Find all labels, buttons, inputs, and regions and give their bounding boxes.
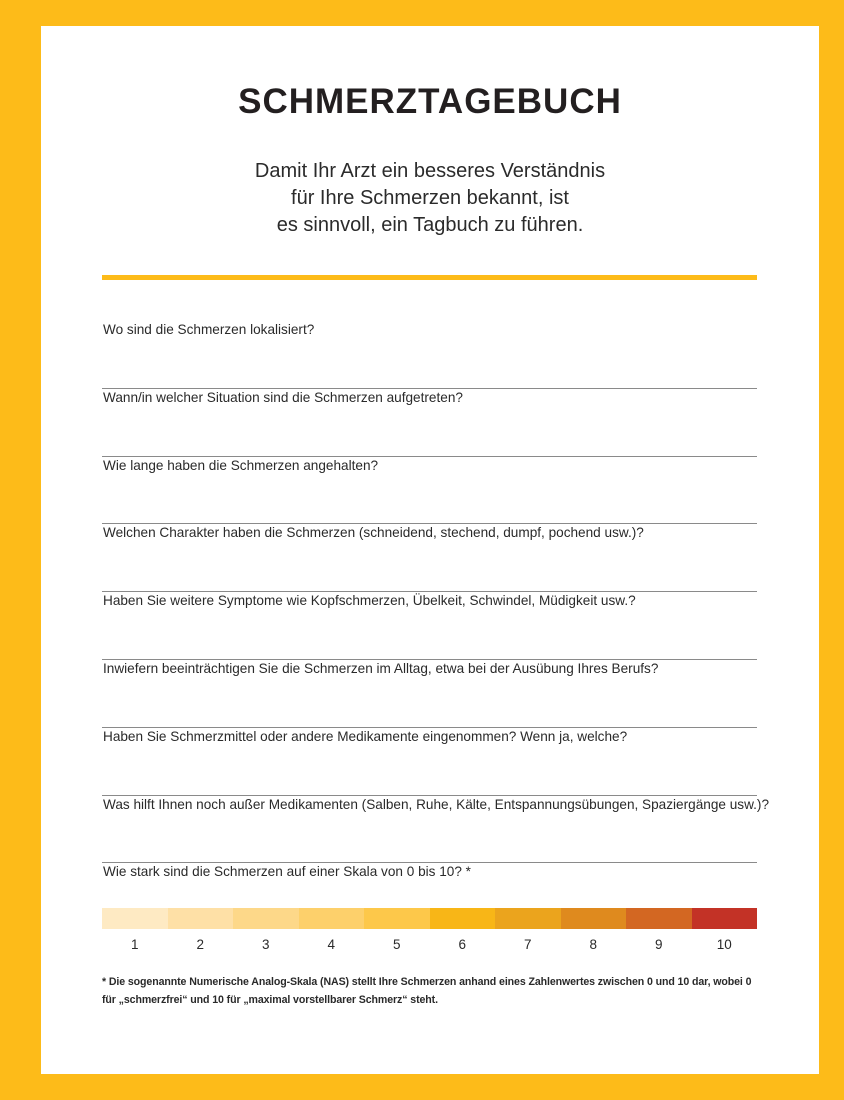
answer-line-situation[interactable]: [102, 389, 757, 457]
page-title: SCHMERZTAGEBUCH: [238, 82, 622, 121]
question-label: Inwiefern beeinträchtigen Sie die Schmerzen im Alltag, etwa bei der Ausübung Ihres Berufs?: [103, 660, 659, 676]
scale-segment-1[interactable]: [102, 908, 168, 929]
answer-line-duration[interactable]: [102, 457, 757, 525]
scale-segment-7[interactable]: [495, 908, 561, 929]
pain-scale-bar: [102, 908, 757, 929]
scale-segment-4[interactable]: [299, 908, 365, 929]
accent-divider: [102, 275, 757, 280]
scale-label: 9: [654, 937, 663, 952]
question-label: Wie lange haben die Schmerzen angehalten?: [103, 457, 379, 473]
question-label: Wie stark sind die Schmerzen auf einer Skala von 0 bis 10? *: [103, 864, 471, 880]
scale-segment-6[interactable]: [430, 908, 496, 929]
answer-line-symptoms[interactable]: [102, 592, 757, 660]
scale-segment-5[interactable]: [364, 908, 430, 929]
scale-label: 3: [261, 937, 270, 952]
scale-segment-10[interactable]: [692, 908, 758, 929]
diary-page: [41, 26, 819, 1074]
scale-label: 7: [523, 937, 532, 952]
question-label: Was hilft Ihnen noch außer Medikamenten (Salben, Ruhe, Kälte, Entspannungsübungen, Spaziergänge usw.)?: [103, 796, 770, 812]
pain-scale-labels: [102, 937, 757, 952]
question-list: [102, 321, 770, 931]
scale-label: 6: [458, 937, 466, 952]
scale-segment-9[interactable]: [626, 908, 692, 929]
intro-line: es sinnvoll, ein Tagbuch zu führen.: [276, 214, 584, 236]
answer-line-daily-life[interactable]: [102, 660, 757, 728]
scale-segment-8[interactable]: [561, 908, 627, 929]
scale-segment-3[interactable]: [233, 908, 299, 929]
footnote: * Die sogenannte Numerische Analog-Skala (NAS) stellt Ihre Schmerzen anhand eines Zahlenwertes zwischen 0 und 10 dar, wobei 0 für „schmerzfrei“ und 10 für „maximal vorstellbarer Schmerz“ steht.: [102, 976, 752, 1006]
answer-line-location[interactable]: [102, 321, 757, 389]
question-label: Haben Sie Schmerzmittel oder andere Medikamente eingenommen? Wenn ja, welche?: [103, 728, 628, 744]
question-label: Wann/in welcher Situation sind die Schmerzen aufgetreten?: [103, 389, 463, 405]
scale-label: 8: [589, 937, 597, 952]
question-label: Haben Sie weitere Symptome wie Kopfschmerzen, Übelkeit, Schwindel, Müdigkeit usw.?: [103, 593, 636, 609]
scale-label: 2: [196, 937, 204, 952]
question-label: Wo sind die Schmerzen lokalisiert?: [103, 322, 315, 337]
answer-line-character[interactable]: [102, 524, 757, 592]
answer-line-medication[interactable]: [102, 728, 757, 796]
intro-text: [41, 158, 819, 239]
scale-label: 5: [392, 937, 401, 952]
scale-segment-2[interactable]: [168, 908, 234, 929]
intro-line: für Ihre Schmerzen bekannt, ist: [291, 187, 569, 209]
scale-label: 10: [716, 937, 732, 952]
scale-label: 1: [130, 937, 139, 952]
question-label: Welchen Charakter haben die Schmerzen (schneidend, stechend, dumpf, pochend usw.)?: [103, 525, 644, 541]
answer-line-other-help[interactable]: [102, 796, 770, 864]
intro-line: Damit Ihr Arzt ein besseres Verständnis: [254, 160, 606, 182]
scale-label: 4: [327, 937, 335, 952]
